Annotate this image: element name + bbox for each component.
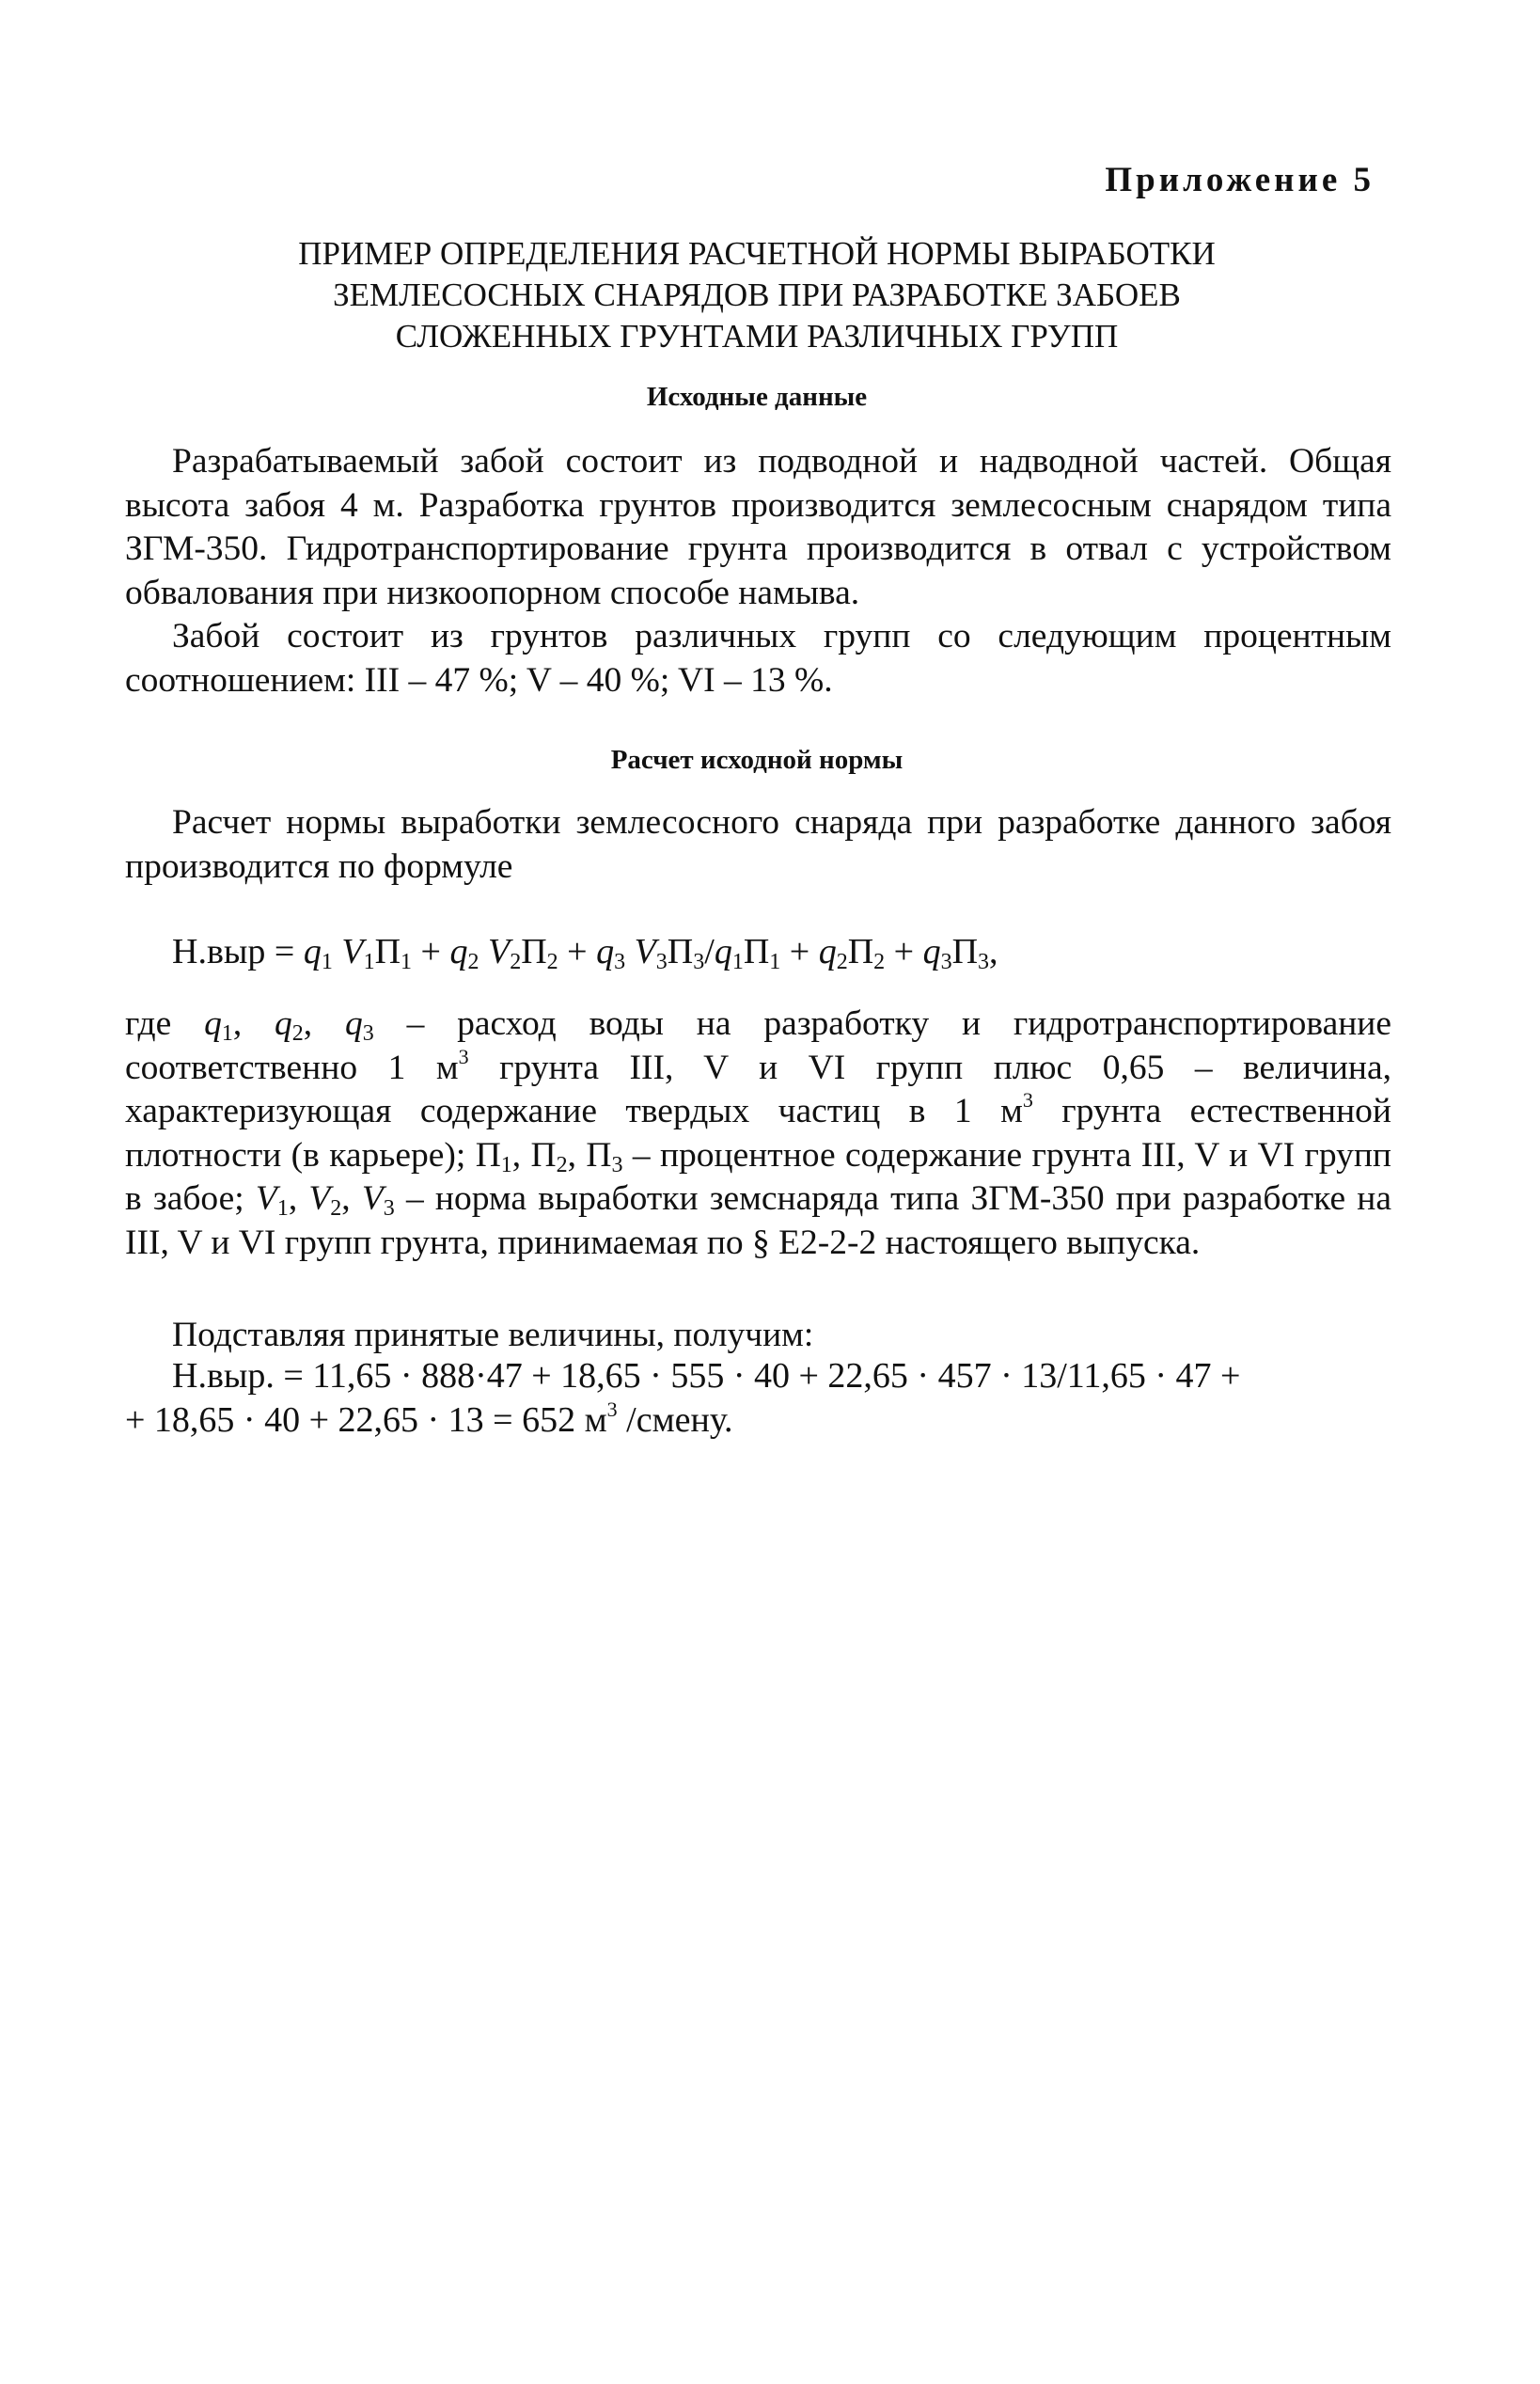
calculation-line-2 (125, 1398, 1240, 1443)
formula-symbol: П (374, 932, 401, 971)
explanation-index: 3 (611, 1152, 623, 1177)
explanation-separator: , (288, 1179, 309, 1218)
formula-symbol: П (847, 932, 874, 971)
explanation-symbol: q (204, 1004, 222, 1043)
substitution-intro (125, 1314, 1391, 1358)
explanation-symbol: П (475, 1135, 501, 1175)
substitution-paragraph: Подставляя принятые величины, получим: (172, 1316, 814, 1354)
formula-index: 2 (510, 950, 522, 974)
explanation-text: грунта III, V и VI групп плюс 0,65 – величина, характеризующая содержание твердых частиц в 1 м (125, 1048, 1392, 1130)
formula-index: 3 (655, 950, 668, 974)
cube-superscript: 3 (458, 1044, 469, 1068)
calculation-line-2-text: + 18,65 · 40 + 22,65 · 13 = 652 м (125, 1400, 607, 1440)
formula-symbol: П (743, 932, 770, 971)
explanation-index: 3 (383, 1196, 395, 1221)
formula-symbol: V (634, 932, 656, 971)
title-line-3: СЛОЖЕННЫХ ГРУНТАМИ РАЗЛИЧНЫХ ГРУПП (395, 318, 1119, 355)
explanation-symbol: q (344, 1004, 363, 1043)
formula-index: 2 (546, 950, 558, 974)
explanation-index: 2 (291, 1021, 304, 1046)
formula-explanation-paragraph (125, 1003, 1391, 1265)
formula-symbol: V (487, 932, 511, 971)
formula-operator: + (885, 932, 923, 971)
formula-index: 3 (693, 950, 705, 974)
section-heading-calculation: Расчет исходной нормы (610, 745, 904, 775)
formula-symbol: q (818, 932, 837, 971)
source-data-paragraph-2: Забой состоит из грунтов различных групп со следующим процентным соотношением: III – 47 %; V – 40 %; VI – 13 %. (125, 617, 1391, 700)
explanation-index: 1 (221, 1021, 233, 1046)
explanation-index: 1 (500, 1152, 512, 1177)
formula-index: 3 (614, 950, 626, 974)
explanation-separator: , (511, 1135, 531, 1175)
calculation-line-1: Н.выр. = 11,65 · 888·47 + 18,65 · 555 · 40 + 22,65 · 457 · 13/11,65 · 47 + (172, 1356, 1241, 1396)
explanation-separator: , (303, 1004, 345, 1043)
explanation-symbol: V (255, 1179, 277, 1218)
explanation-symbol: П (530, 1135, 557, 1175)
section-heading-source-data: Исходные данные (646, 382, 868, 412)
formula-index: 1 (401, 950, 413, 974)
formula-index: 2 (836, 950, 848, 974)
explanation-symbol: V (361, 1179, 384, 1218)
formula-symbol: q (596, 932, 615, 971)
formula-equals: = (265, 932, 304, 971)
explanation-text: – норма выработки земснаряда типа ЗГМ-350 при разработке на III, V и VI групп грунта, принимаемая по § Е2-2-2 настоящего выпуска. (125, 1179, 1391, 1262)
formula-symbol: V (341, 932, 364, 971)
calculation-intro (125, 801, 1391, 889)
formula-operator: / (704, 932, 715, 971)
explanation-separator: , (232, 1004, 275, 1043)
explanation-separator: , (567, 1135, 587, 1175)
formula-index: 3 (978, 950, 990, 974)
source-data-body (125, 440, 1391, 703)
formula-operator: + (412, 932, 450, 971)
formula-index: 2 (467, 950, 479, 974)
formula-index: 1 (731, 950, 744, 974)
explanation-text: грунта естественной плотности (в карьере); (125, 1092, 1391, 1175)
cube-superscript: 3 (606, 1397, 618, 1421)
appendix-label: Приложение 5 (1105, 161, 1375, 199)
formula-symbol: П (667, 932, 694, 971)
formula-symbol: q (449, 932, 468, 971)
calculation-line-2-unit: /смену. (617, 1400, 733, 1440)
formula-index: 3 (940, 950, 952, 974)
formula-operator: + (780, 932, 819, 971)
formula-operator: + (558, 932, 597, 971)
formula-symbol: П (951, 932, 979, 971)
formula-symbol: q (714, 932, 732, 971)
explanation-text: – процентное содержание грунта III, V и VI групп в забое; (125, 1135, 1392, 1218)
title-line-2: ЗЕМЛЕСОСНЫХ СНАРЯДОВ ПРИ РАЗРАБОТКЕ ЗАБОЕВ (333, 276, 1181, 313)
explanation-index: 2 (556, 1152, 568, 1177)
explanation-index: 2 (330, 1196, 342, 1221)
explanation-separator: , (341, 1179, 362, 1218)
formula-explanation (125, 1003, 1391, 1265)
formula-index: 1 (363, 950, 375, 974)
document-title (122, 233, 1391, 357)
explanation-symbol: q (275, 1004, 292, 1043)
formula-index: 1 (769, 950, 781, 974)
calculation-intro-paragraph: Расчет нормы выработки землесосного снаряда при разработке данного забоя производится по формуле (125, 803, 1391, 886)
formula-lhs: Н.выр (172, 932, 266, 971)
calculation-result (125, 1354, 1240, 1443)
output-norm-formula (172, 931, 998, 975)
explanation-symbol: V (308, 1179, 331, 1218)
title-line-1: ПРИМЕР ОПРЕДЕЛЕНИЯ РАСЧЕТНОЙ НОРМЫ ВЫРАБОТКИ (298, 235, 1216, 272)
formula-symbol: q (922, 932, 941, 971)
explanation-index: 1 (276, 1196, 289, 1221)
source-data-paragraph-1: Разрабатываемый забой состоит из подводной и надводной частей. Общая высота забоя 4 м. Разработка грунтов производится землесосным снарядом типа ЗГМ-350. Гидротранспортирование грунта производится в отвал с устройством обвалования при низкоопорном способе намыва. (125, 442, 1391, 612)
formula-symbol: q (303, 932, 322, 971)
explanation-index: 3 (362, 1021, 374, 1046)
formula-index: 1 (321, 950, 333, 974)
explanation-text: где (125, 1004, 205, 1043)
explanation-symbol: П (586, 1135, 612, 1175)
explanation-text: – расход воды на разработку и гидротранспортирование соответственно 1 м (125, 1004, 1391, 1087)
formula-index: 2 (873, 950, 886, 974)
formula-comma: , (989, 932, 998, 971)
cube-superscript: 3 (1022, 1088, 1033, 1112)
formula-symbol: П (521, 932, 547, 971)
